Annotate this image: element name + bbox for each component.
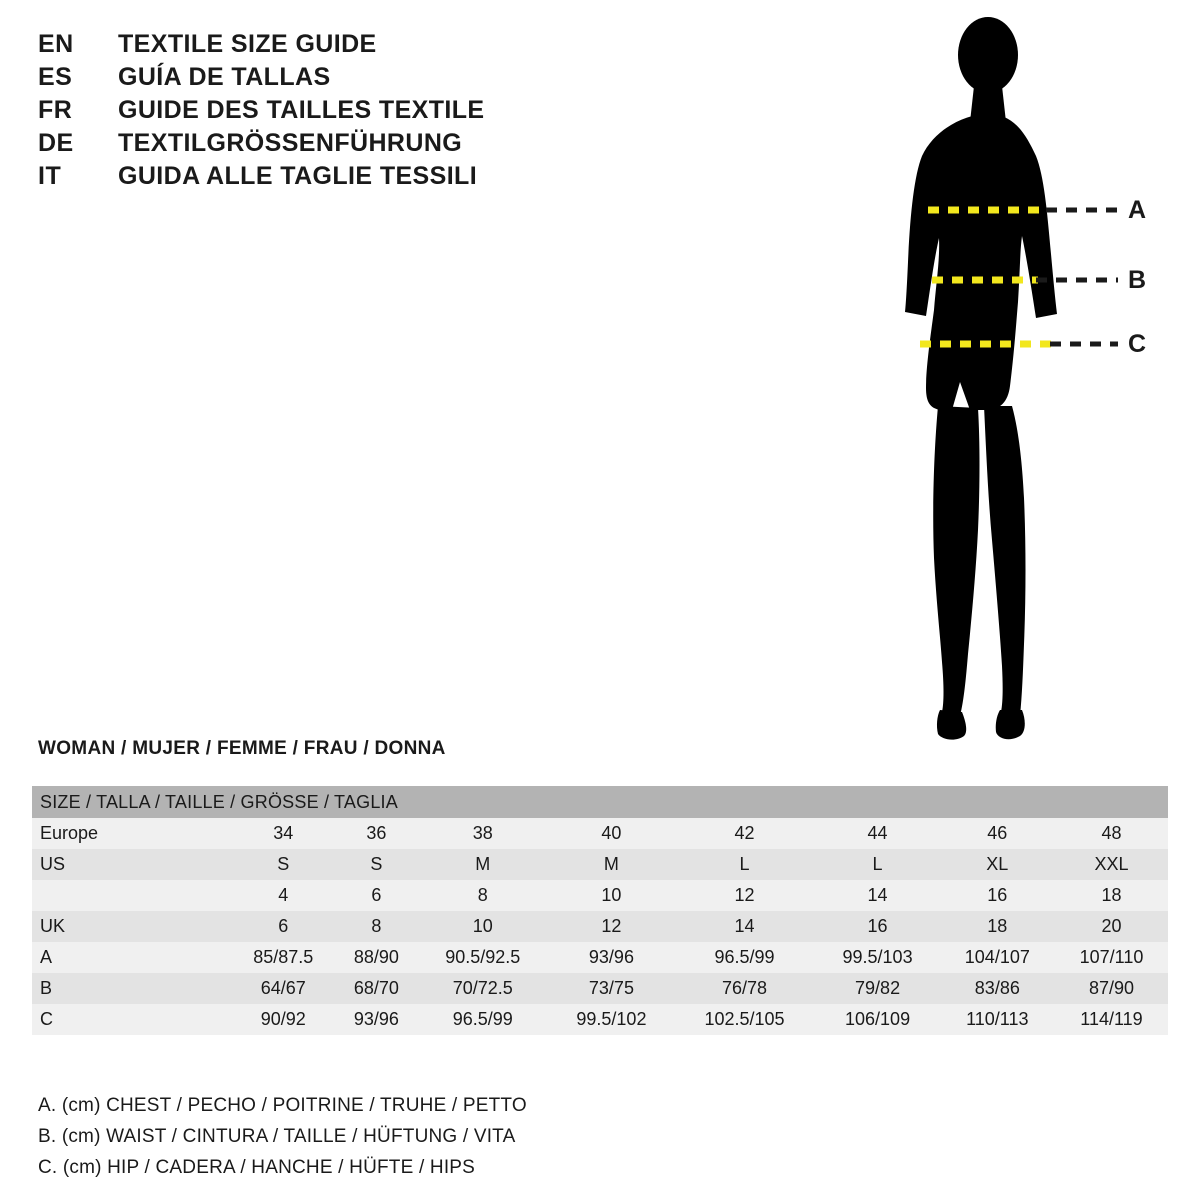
table-row — [32, 942, 1168, 973]
cell: 96.5/99 — [452, 1009, 513, 1029]
cell: 102.5/105 — [704, 1009, 785, 1029]
row-label: C — [40, 1009, 53, 1029]
cell: L — [872, 854, 883, 874]
legend — [38, 1090, 738, 1183]
table-header-row — [32, 786, 1168, 818]
size-table-title: SIZE / TALLA / TAILLE / GRÖSSE / TAGLIA — [32, 786, 1168, 818]
cell: 107/110 — [1079, 947, 1144, 967]
legend-line-b: B. (cm) WAIST / CINTURA / TAILLE / HÜFTUNG / VITA — [38, 1126, 516, 1147]
title-lang-it: IT — [38, 162, 62, 190]
cell: M — [475, 854, 491, 874]
cell: 44 — [867, 823, 888, 843]
cell: 93/96 — [353, 1009, 399, 1029]
cell: 14 — [867, 885, 888, 905]
cell: 16 — [987, 885, 1008, 905]
row-label: B — [40, 978, 53, 998]
cell: S — [277, 854, 290, 874]
cell: 96.5/99 — [714, 947, 775, 967]
cell: S — [370, 854, 383, 874]
cell: 104/107 — [964, 947, 1030, 967]
cell: 40 — [601, 823, 622, 843]
cell: 4 — [278, 885, 289, 905]
row-label: UK — [40, 916, 66, 936]
cell: 64/67 — [260, 978, 306, 998]
table-row — [32, 880, 1168, 911]
cell: 18 — [1101, 885, 1122, 905]
cell: 10 — [601, 885, 622, 905]
legend-line-a: A. (cm) CHEST / PECHO / POITRINE / TRUHE / PETTO — [38, 1095, 527, 1116]
marker-label-c: C — [1128, 330, 1147, 358]
cell: 90/92 — [260, 1009, 306, 1029]
cell: L — [739, 854, 750, 874]
title-text-en: TEXTILE SIZE GUIDE — [118, 30, 377, 58]
table-row — [32, 849, 1168, 880]
marker-label-a: A — [1128, 196, 1147, 224]
cell: 10 — [472, 916, 493, 936]
cell: 16 — [867, 916, 888, 936]
size-table — [32, 786, 1168, 1035]
size-table-head — [32, 786, 1168, 818]
cell: 6 — [278, 916, 289, 936]
cell: 99.5/102 — [576, 1009, 647, 1029]
cell: 73/75 — [588, 978, 634, 998]
table-row — [32, 1004, 1168, 1035]
measurement-figure — [860, 10, 1190, 770]
cell: 93/96 — [588, 947, 634, 967]
title-text-fr: GUIDE DES TAILLES TEXTILE — [118, 96, 485, 124]
cell: 83/86 — [974, 978, 1020, 998]
cell: XXL — [1094, 854, 1129, 874]
section-heading: WOMAN / MUJER / FEMME / FRAU / DONNA — [38, 738, 446, 759]
cell: 106/109 — [845, 1009, 911, 1029]
legend-line-c: C. (cm) HIP / CADERA / HANCHE / HÜFTE / HIPS — [38, 1157, 476, 1178]
title-row-it — [38, 162, 558, 195]
female-silhouette-icon — [860, 10, 1190, 770]
table-row — [32, 973, 1168, 1004]
cell: 114/119 — [1080, 1009, 1143, 1029]
cell: M — [603, 854, 619, 874]
cell: 99.5/103 — [842, 947, 913, 967]
row-label: A — [40, 947, 53, 967]
cell: 20 — [1101, 916, 1122, 936]
title-row-es — [38, 63, 558, 96]
cell: 12 — [601, 916, 622, 936]
cell: 46 — [987, 823, 1008, 843]
cell: 48 — [1101, 823, 1122, 843]
title-lang-de: DE — [38, 129, 74, 157]
title-lang-en: EN — [38, 30, 74, 58]
cell: 14 — [734, 916, 755, 936]
title-row-en — [38, 30, 558, 63]
cell: 8 — [371, 916, 382, 936]
table-row — [32, 911, 1168, 942]
table-row — [32, 818, 1168, 849]
cell: 76/78 — [721, 978, 768, 998]
cell: 6 — [371, 885, 382, 905]
title-text-de: TEXTILGRÖSSENFÜHRUNG — [118, 129, 463, 157]
row-label — [32, 880, 230, 911]
cell: 79/82 — [855, 978, 901, 998]
cell: 8 — [477, 885, 488, 905]
row-label: US — [40, 854, 66, 874]
title-row-fr — [38, 96, 558, 129]
cell: 87/90 — [1088, 978, 1135, 998]
cell: 88/90 — [353, 947, 399, 967]
cell: 38 — [472, 823, 493, 843]
cell: 70/72.5 — [452, 978, 513, 998]
marker-label-b: B — [1128, 266, 1147, 294]
cell: 85/87.5 — [253, 947, 314, 967]
cell: 42 — [734, 823, 755, 843]
title-text-it: GUIDA ALLE TAGLIE TESSILI — [118, 162, 478, 190]
title-lang-es: ES — [38, 63, 73, 91]
title-block — [38, 30, 558, 195]
cell: 12 — [734, 885, 755, 905]
title-row-de — [38, 129, 558, 162]
cell: XL — [986, 854, 1009, 874]
cell: 110/113 — [966, 1009, 1029, 1029]
title-lang-fr: FR — [38, 96, 73, 124]
cell: 18 — [987, 916, 1008, 936]
cell: 90.5/92.5 — [445, 947, 521, 967]
row-label: Europe — [40, 823, 99, 843]
cell: 68/70 — [353, 978, 399, 998]
size-table-body — [32, 818, 1168, 1035]
cell: 36 — [366, 823, 387, 843]
title-text-es: GUÍA DE TALLAS — [118, 63, 331, 91]
cell: 34 — [273, 823, 294, 843]
